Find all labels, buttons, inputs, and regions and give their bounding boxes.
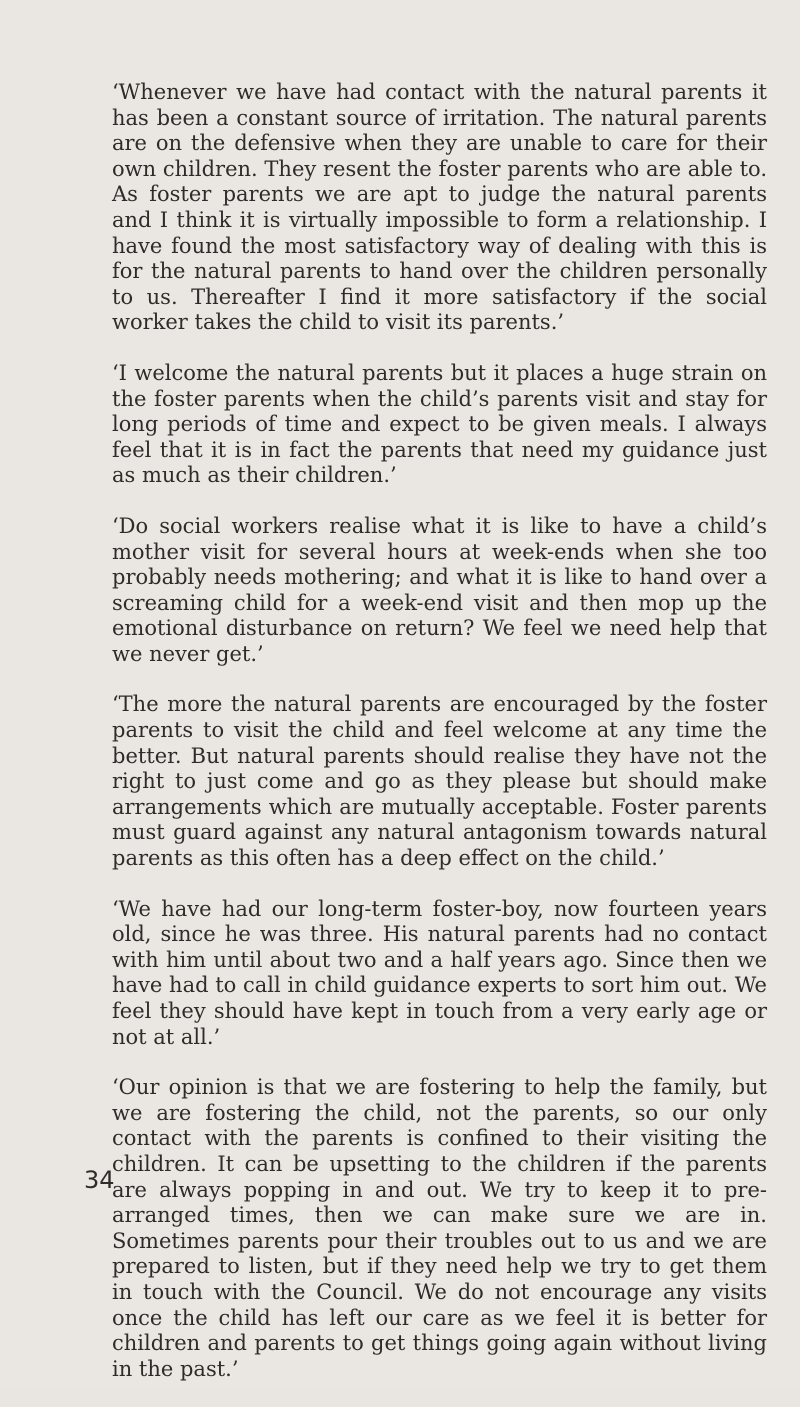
- paragraph-4: ‘The more the natural parents are encouraged by the foster parents to visit the child and feel welcome at any time the better. But natural parents should realise they have not the right to just come and go as they please but should make arrangements which are mutually acceptable. Foster parents must guard against any natural antagonism towards natural parents as this often has a deep effect on the child.’: [112, 692, 767, 871]
- body-text: [112, 80, 767, 1407]
- paragraph-2: ‘I welcome the natural parents but it places a huge strain on the foster parents when the child’s parents visit and stay for long periods of time and expect to be given meals. I always feel that it is in fact the parents that need my guidance just as much as their children.’: [112, 360, 767, 488]
- page-number: 34: [84, 1166, 115, 1194]
- paragraph-3: ‘Do social workers realise what it is like to have a child’s mother visit for several hours at week-ends when she too probably needs mothering; and what it is like to hand over a screaming child for a week-end visit and then mop up the emotional disturbance on return? We feel we need help that we never get.’: [112, 513, 767, 666]
- paragraph-5: ‘We have had our long-term foster-boy, now fourteen years old, since he was three. His natural parents had no contact with him until about two and a half years ago. Since then we have had to call in child guidance experts to sort him out. We feel they should have kept in touch from a very early age or not at all.’: [112, 896, 767, 1049]
- paragraph-6: ‘Our opinion is that we are fostering to help the family, but we are fostering the child, not the parents, so our only contact with the parents is confined to their visiting the children. It can be upsetting to the children if the parents are always popping in and out. We try to keep it to pre-arranged times, then we can make sure we are in. Sometimes parents pour their troubles out to us and we are prepared to listen, but if they need help we try to get them in touch with the Council. We do not encourage any visits once the child has left our care as we feel it is better for children and parents to get things going again without living in the past.’: [112, 1075, 767, 1381]
- paragraph-1: ‘Whenever we have had contact with the natural parents it has been a constant source of irritation. The natural parents are on the defensive when they are unable to care for their own children. They resent the foster parents who are able to. As foster parents we are apt to judge the natural parents and I think it is virtually impossible to form a relationship. I have found the most satisfactory way of dealing with this is for the natural parents to hand over the children personally to us. Thereafter I find it more satisfactory if the social worker takes the child to visit its parents.’: [112, 80, 767, 335]
